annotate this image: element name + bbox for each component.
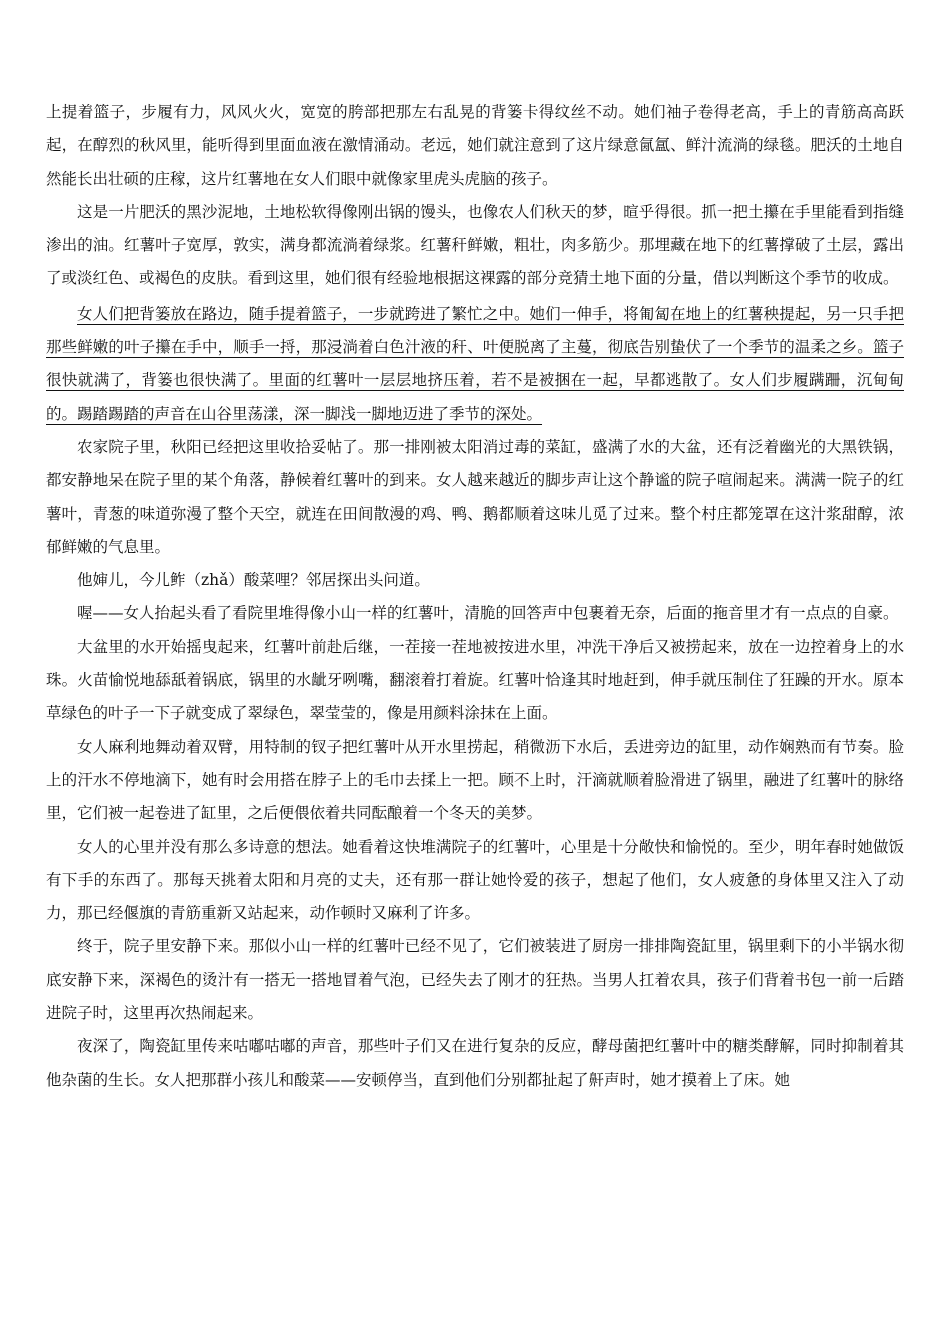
paragraph-7: 大盆里的水开始摇曳起来，红薯叶前赴后继，一茬接一茬地被按进水里，冲洗干净后又被捞起来，放在一边控着身上的水珠。火苗愉悦地舔舐着锅底，锅里的水龇牙咧嘴，翻滚着打着旋。红薯叶恰逢其时地赶到，伸手就压制住了狂躁的开水。原本草绿色的叶子一下子就变成了翠绿色，翠莹莹的，像是用颜料涂抹在上面。 <box>46 637 904 723</box>
paragraph-10: 终于，院子里安静下来。那似小山一样的红薯叶已经不见了，它们被装进了厨房一排排陶瓷缸里，锅里剩下的小半锅水彻底安静下来，深褐色的烫汁有一搭无一搭地冒着气泡，已经失去了刚才的狂热。当男人扛着农具，孩子们背着书包一前一后踏进院子时，这里再次热闹起来。 <box>46 937 904 1023</box>
paragraph-6: 喔——女人抬起头看了看院里堆得像小山一样的红薯叶，清脆的回答声中包裹着无奈，后面的拖音里才有一点点的自豪。 <box>77 604 899 623</box>
paragraph-9: 女人的心里并没有那么多诗意的想法。她看着这快堆满院子的红薯叶，心里是十分敞快和愉悦的。至少，明年春时她做饭有下手的东西了。那每天挑着太阳和月亮的丈夫，还有那一群让她怜爱的孩子，想起了他们，女人疲惫的身体里又注入了动力，那已经偃旗的青筋重新又站起来，动作顿时又麻利了许多。 <box>46 837 904 923</box>
paragraph-8: 女人麻利地舞动着双臂，用特制的钗子把红薯叶从开水里捞起，稍微沥下水后，丢进旁边的缸里，动作娴熟而有节奏。脸上的汗水不停地滴下，她有时会用搭在脖子上的毛巾去揉上一把。顾不上时，汗滴就顺着脸滑进了锅里，融进了红薯叶的脉络里，它们被一起卷进了缸里，之后便偎依着共同酝酿着一个冬天的美梦。 <box>46 737 904 823</box>
paragraph-11: 夜深了，陶瓷缸里传来咕嘟咕嘟的声音，那些叶子们又在进行复杂的反应，酵母菌把红薯叶中的糖类酵解，同时抑制着其他杂菌的生长。女人把那群小孩儿和酸菜——安顿停当，直到他们分别都扯起了鼾声时，她才摸着上了床。她 <box>46 1037 904 1089</box>
paragraph-4: 农家院子里，秋阳已经把这里收拾妥帖了。那一排刚被太阳消过毒的菜缸，盛满了水的大盆，还有泛着幽光的大黑铁锅，都安静地呆在院子里的某个角落，静候着红薯叶的到来。女人越来越近的脚步声让这个静谧的院子喧闹起来。满满一院子的红薯叶，青葱的味道弥漫了整个天空，就连在田间散漫的鸡、鸭、鹅都顺着这味儿觅了过来。整个村庄都笼罩在这汁浆甜醇，浓郁鲜嫩的气息里。 <box>46 437 904 556</box>
paragraph-2: 这是一片肥沃的黑沙泥地，土地松软得像刚出锅的馒头，也像农人们秋天的梦，暄乎得很。抓一把土攥在手里能看到指缝渗出的油。红薯叶子宽厚，敦实，满身都流淌着绿浆。红薯秆鲜嫩，粗壮，肉多筋少。那埋藏在地下的红薯撑破了土层，露出了或淡红色、或褐色的皮肤。看到这里，她们很有经验地根据这裸露的部分竞猜土地下面的分量，借以判断这个季节的收成。 <box>46 202 904 288</box>
paragraph-5: 他婶儿，今儿鲊（zhǎ）酸菜哩？邻居探出头问道。 <box>77 571 430 590</box>
document-page <box>46 96 904 1097</box>
paragraph-3-underlined <box>46 298 904 431</box>
underlined-text: 女人们把背篓放在路边，随手提着篮子，一步就跨进了繁忙之中。她们一伸手，将匍匐在地上的红薯秧提起，另一只手把那些鲜嫩的叶子攥在手中，顺手一捋，那浸淌着白色汁液的秆、叶便脱离了主蔓，彻底告别蛰伏了一个季节的温柔之乡。篮子很快就满了，背篓也很快满了。里面的红薯叶一层层地挤压着，若不是被捆在一起，早都逃散了。女人们步履蹒跚，沉甸甸的。踢踏踢踏的声音在山谷里荡漾，深一脚浅一脚地迈进了季节的深处。 <box>46 304 904 423</box>
paragraph-1: 上提着篮子，步履有力，风风火火，宽宽的胯部把那左右乱晃的背篓卡得纹丝不动。她们袖子卷得老高，手上的青筋高高跃起，在醇烈的秋风里，能听得到里面血液在激情涌动。老远，她们就注意到了这片绿意氤氲、鲜汁流淌的绿毯。肥沃的土地自然能长出壮硕的庄稼，这片红薯地在女人们眼中就像家里虎头虎脑的孩子。 <box>46 103 904 188</box>
